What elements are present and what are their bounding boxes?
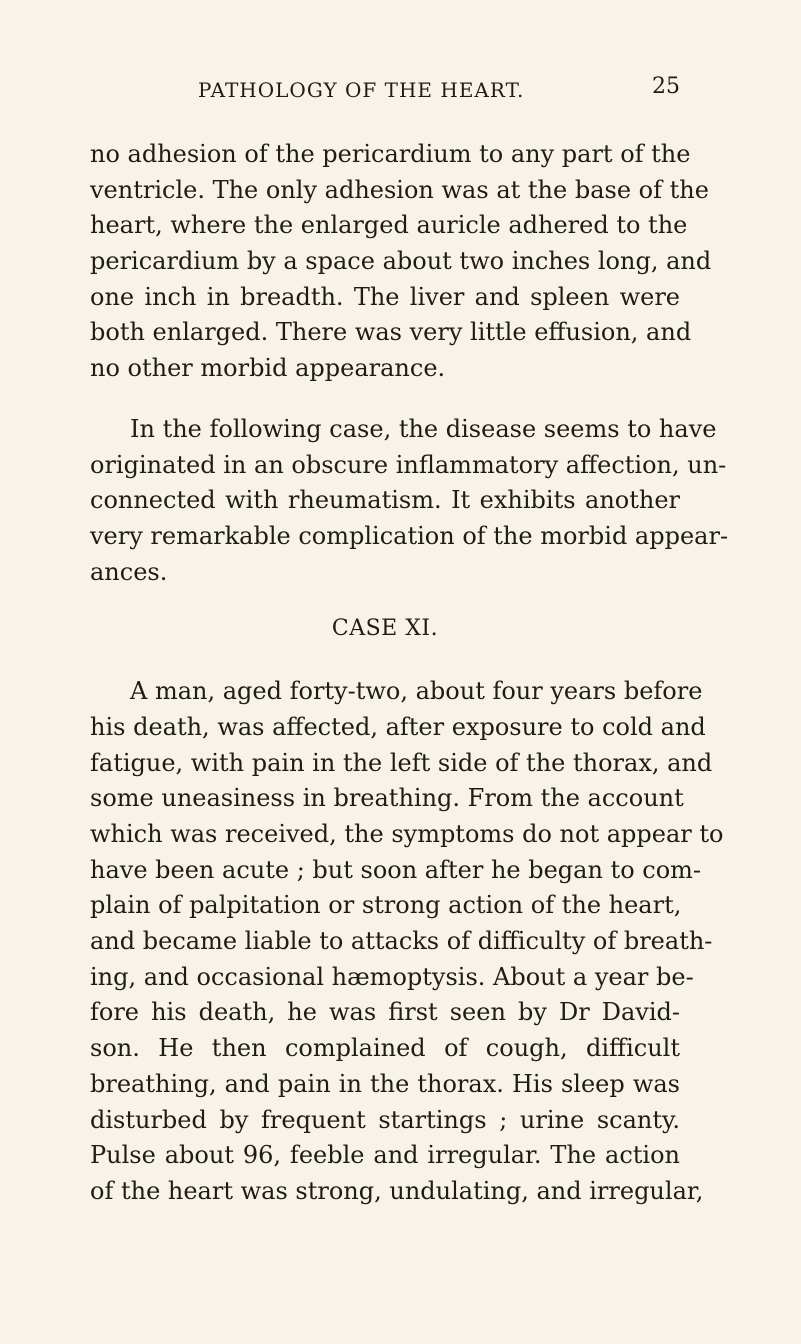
text-line: pericardium by a space about two inches long, and [90,247,712,276]
text-line: one inch in breadth. The liver and spleen were [90,282,680,311]
text-line: of the heart was strong, undulating, and irregular, [90,1176,704,1205]
running-head: PATHOLOGY OF THE HEART. [198,78,525,102]
text-line: ventricle. The only adhesion was at the base of the [90,175,709,204]
text-line: fatigue, with pain in the left side of the thorax, and [90,748,713,777]
paragraph-3 [90,674,724,1209]
text-line: connected with rheumatism. It exhibits another [90,486,680,515]
text-line: A man, aged forty-two, about four years before [130,677,703,706]
text-line: which was received, the symptoms do not appear to [90,820,724,848]
paragraph-2 [90,412,729,590]
text-line: ances. [90,557,168,586]
text-line: no other morbid appearance. [90,354,446,383]
text-line: Pulse about 96, feeble and irregular. The action [90,1141,680,1170]
text-line: fore his death, he was first seen by Dr David- [90,998,680,1027]
text-line: his death, was affected, after exposure to cold and [90,712,706,741]
text-line: very remarkable complication of the morbid appear- [90,521,729,550]
text-line: ing, and occasional hæmoptysis. About a year be- [90,962,694,991]
text-line: originated in an obscure inflammatory affection, un- [90,450,727,479]
text-line: In the following case, the disease seems to have [130,414,717,443]
text-line: some uneasiness in breathing. From the account [90,784,684,813]
text-line: both enlarged. There was very little effusion, and [90,318,692,347]
text-line: heart, where the enlarged auricle adhered to the [90,211,688,240]
text-line: breathing, and pain in the thorax. His sleep was [90,1069,680,1098]
page-header [90,74,680,114]
text-line: no adhesion of the pericardium to any part of the [90,140,691,168]
paragraph-1 [90,137,712,387]
body-text [90,137,729,1210]
text-line: and became liable to attacks of difficulty of breath- [90,927,713,956]
page-number: 25 [652,74,680,99]
text-line: son. He then complained of cough, difficult [90,1034,680,1063]
text-line: have been acute ; but soon after he began to com- [90,855,702,884]
text-line: plain of palpitation or strong action of the heart, [90,891,682,920]
paragraph-gap [90,387,680,412]
section-title: CASE XI. [331,616,439,642]
text-line: disturbed by frequent startings ; urine scanty. [90,1105,680,1134]
